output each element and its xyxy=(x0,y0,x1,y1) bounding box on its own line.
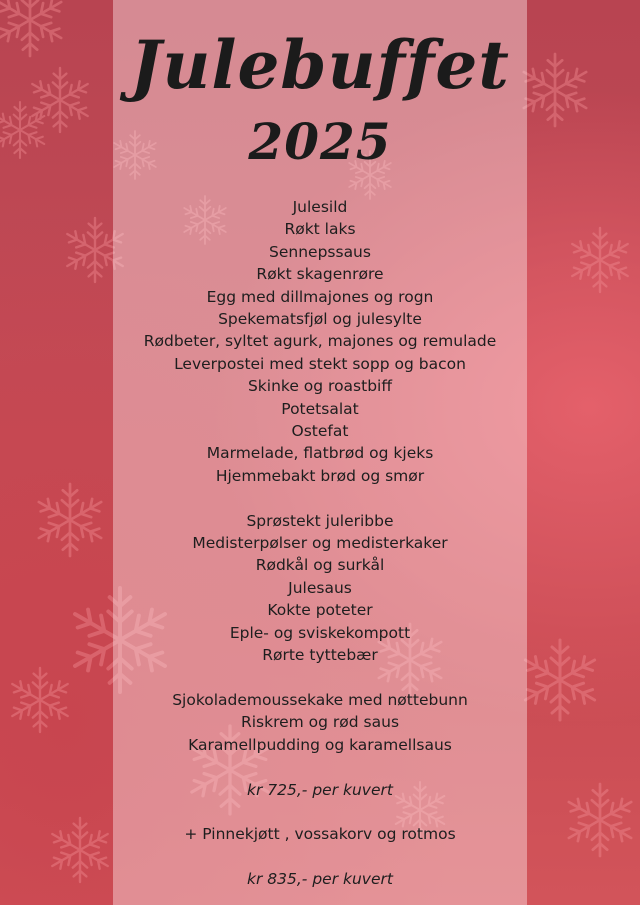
menu-item: Medisterpølser og medisterkaker xyxy=(192,534,448,553)
menu-item: Leverpostei med stekt sopp og bacon xyxy=(174,354,466,373)
menu-item: Eple- og sviskekompott xyxy=(229,623,411,642)
menu-item: Sjokolademoussekake med nøttebunn xyxy=(172,690,468,709)
section-spacer xyxy=(0,667,640,689)
menu-item: Røkt skagenrøre xyxy=(256,265,384,284)
menu-item: Kokte poteter xyxy=(267,601,373,620)
menu-year: 2025 xyxy=(248,112,392,171)
menu-item: Rødbeter, syltet agurk, majones og remulade xyxy=(143,332,497,351)
desserts-section xyxy=(0,689,640,756)
menu-item: Julesild xyxy=(292,198,348,216)
section-spacer xyxy=(0,801,640,823)
menu-item: Hjemmebakt brød og smør xyxy=(215,466,425,485)
menu-title: Julebuffet xyxy=(130,26,510,104)
price-label: kr 725,- per kuvert xyxy=(247,780,393,799)
menu-item: Karamellpudding og karamellsaus xyxy=(188,735,452,754)
warm-dishes-section xyxy=(0,510,640,667)
menu-item: Sennepssaus xyxy=(269,242,371,261)
menu-item: Rørte tyttebær xyxy=(262,646,378,665)
menu-item: Potetsalat xyxy=(281,399,359,418)
section-spacer xyxy=(0,487,640,509)
menu-item: Julesaus xyxy=(288,578,352,597)
menu-item: Røkt laks xyxy=(284,220,356,239)
menu-item: Sprøstekt juleribbe xyxy=(246,511,394,530)
menu-item: Spekematsfjøl og julesylte xyxy=(218,310,422,329)
menu-item: Marmelade, flatbrød og kjeks xyxy=(206,444,434,463)
menu-item: Egg med dillmajones og rogn xyxy=(206,287,434,306)
menu-item: Rødkål og surkål xyxy=(255,556,385,575)
menu-item: Riskrem og rød saus xyxy=(240,713,400,732)
menu-item: Skinke og roastbiff xyxy=(247,377,393,396)
section-spacer xyxy=(0,846,640,868)
section-spacer xyxy=(0,756,640,778)
cold-dishes-section xyxy=(0,196,640,487)
addon-price-label: kr 835,- per kuvert xyxy=(247,870,393,889)
menu-item: Ostefat xyxy=(291,422,349,441)
menu-list xyxy=(0,196,640,891)
addon-label: + Pinnekjøtt , vossakorv og rotmos xyxy=(184,825,456,844)
